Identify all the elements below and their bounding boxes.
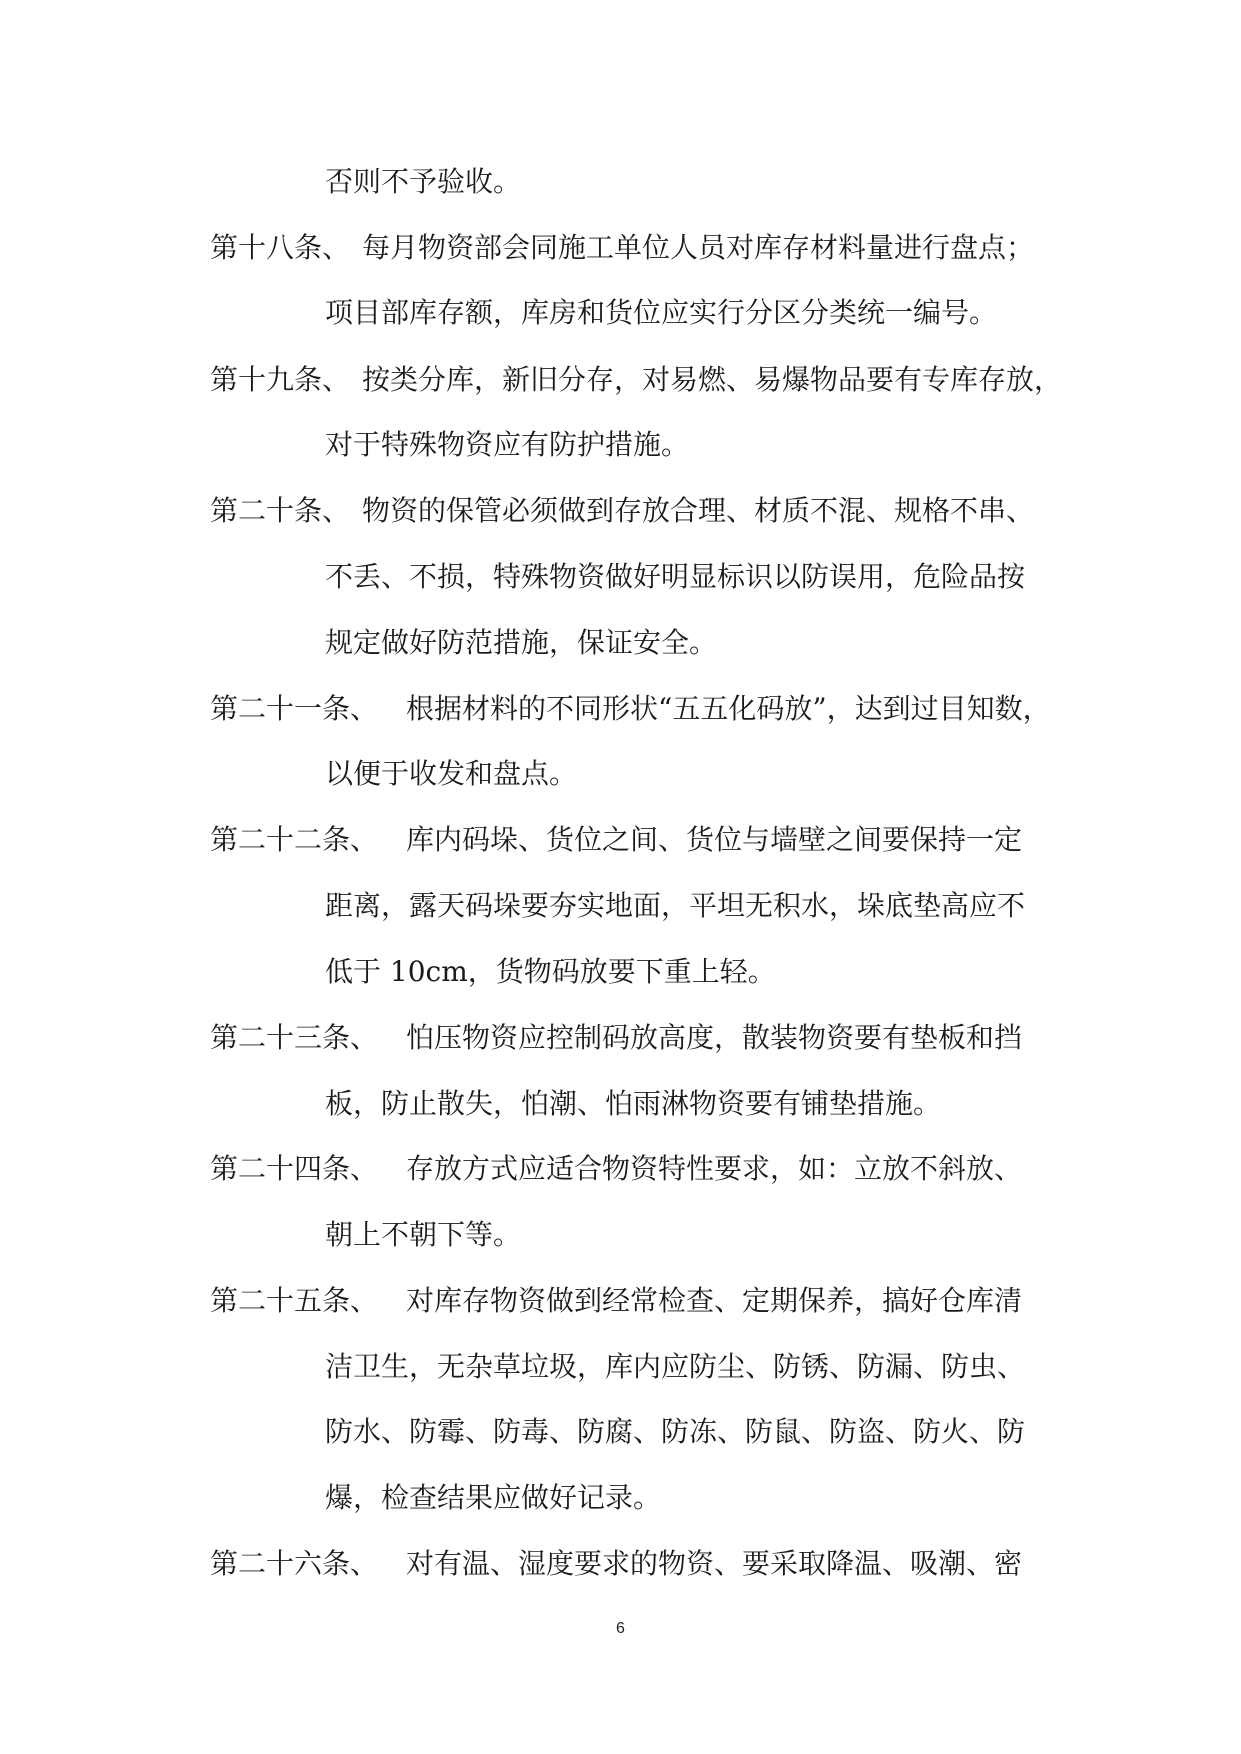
article-label: 第二十五条、: [210, 1284, 379, 1317]
article-label: 第二十一条、: [210, 692, 379, 725]
paragraph-line: 洁卫生，无杂草垃圾，库内应防尘、防锈、防漏、防虫、: [325, 1350, 1026, 1383]
article-label: 第十八条、: [210, 231, 351, 264]
article-label: 第二十四条、: [210, 1152, 379, 1185]
paragraph-line: 不丢、不损，特殊物资做好明显标识以防误用，危险品按: [325, 560, 1026, 593]
article-text: 物资的保管必须做到存放合理、材质不混、规格不串、: [362, 494, 1035, 527]
paragraph-line: 以便于收发和盘点。: [325, 757, 578, 790]
paragraph-line: 低于 10cm，货物码放要下重上轻。: [325, 955, 776, 988]
article-label: 第二十条、: [210, 494, 351, 527]
article-text: 存放方式应适合物资特性要求，如：立放不斜放、: [406, 1152, 1023, 1185]
article-text: 每月物资部会同施工单位人员对库存材料量进行盘点；: [362, 231, 1035, 264]
page-number: 6: [616, 1620, 625, 1637]
article-text: 根据材料的不同形状“五五化码放”，达到过目知数，: [406, 692, 1051, 725]
article-text: 怕压物资应控制码放高度，散装物资要有垫板和挡: [406, 1021, 1023, 1054]
paragraph-line: 朝上不朝下等。: [325, 1218, 522, 1251]
article-label: 第二十六条、: [210, 1547, 379, 1580]
paragraph-line: 否则不予验收。: [325, 165, 522, 198]
paragraph-line: 项目部库存额，库房和货位应实行分区分类统一编号。: [325, 296, 998, 329]
paragraph-line: 板，防止散失，怕潮、怕雨淋物资要有铺垫措施。: [325, 1087, 942, 1120]
article-text: 对库存物资做到经常检查、定期保养，搞好仓库清: [406, 1284, 1023, 1317]
paragraph-line: 对于特殊物资应有防护措施。: [325, 428, 690, 461]
paragraph-line: 防水、防霉、防毒、防腐、防冻、防鼠、防盗、防火、防: [325, 1415, 1026, 1448]
article-label: 第二十三条、: [210, 1021, 379, 1054]
article-text: 按类分库，新旧分存，对易燃、易爆物品要有专库存放，: [362, 363, 1063, 396]
paragraph-line: 爆，检查结果应做好记录。: [325, 1481, 662, 1514]
paragraph-line: 规定做好防范措施，保证安全。: [325, 626, 718, 659]
article-text: 对有温、湿度要求的物资、要采取降温、吸潮、密: [406, 1547, 1023, 1580]
article-label: 第二十二条、: [210, 823, 379, 856]
article-label: 第十九条、: [210, 363, 351, 396]
article-text: 库内码垛、货位之间、货位与墙壁之间要保持一定: [406, 823, 1023, 856]
paragraph-line: 距离，露天码垛要夯实地面，平坦无积水，垛底垫高应不: [325, 889, 1026, 922]
